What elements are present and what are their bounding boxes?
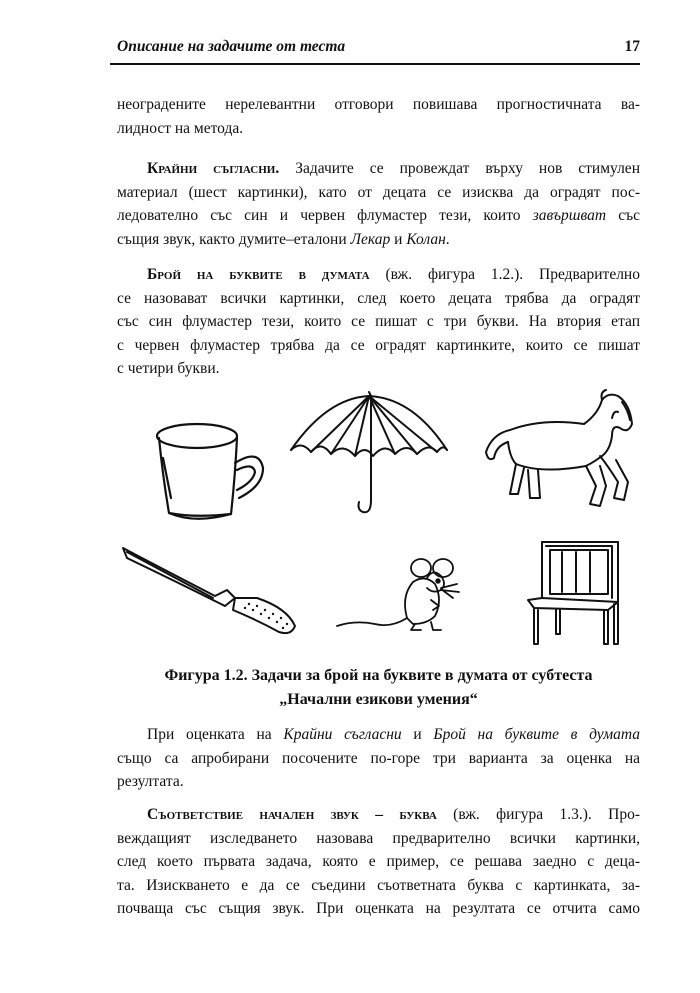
knife-icon [117, 544, 302, 649]
text-line: резултата. [117, 773, 184, 791]
text-span: и [390, 230, 407, 248]
italic-term: Лекар [350, 230, 391, 248]
mouse-icon [335, 554, 480, 634]
text-span: При оценката на [147, 726, 284, 743]
paragraph-letter-count [117, 263, 640, 381]
text-span: (вж. фигура 1.3.). Про- [436, 806, 640, 823]
text-line: почваща със същия звук. При оценката на резултата се отчита само [117, 900, 640, 918]
text-line: също са апробирани посочените по-горе три варианта за оценка на [117, 749, 640, 767]
text-span: ледователно със син и червен флумастер тези, които [117, 207, 533, 225]
paragraph-continuation [117, 93, 640, 140]
section-heading: Крайни съгласни. [147, 160, 280, 177]
italic-term: Брой на буквите в думата [433, 726, 641, 743]
text-line [117, 723, 640, 747]
text-line: се назовават всички картинки, след което децата трябва да оградят [117, 289, 640, 307]
text-span: . [445, 230, 450, 248]
section-heading: Съответствие начален звук – буква [147, 806, 437, 823]
running-header [117, 36, 640, 60]
text-line: с четири букви. [117, 360, 220, 378]
text-line: та. Изискването е да се съедини съответната буква с картинката, за- [117, 876, 640, 894]
text-line [117, 157, 640, 181]
text-line [117, 228, 640, 252]
italic-term: Колан [406, 230, 446, 248]
cup-icon [155, 418, 285, 528]
paragraph-final-consonants [117, 157, 640, 251]
paragraph-sound-letter [117, 803, 640, 921]
text-line [117, 803, 640, 827]
figure-caption [117, 664, 640, 712]
italic-term: Крайни съгласни [283, 726, 402, 743]
text-line: материал (шест картинки), като от децата се изисква да оградят пос- [117, 183, 640, 201]
text-span: със [606, 207, 641, 225]
text-line [117, 204, 640, 228]
umbrella-icon [287, 392, 452, 522]
text-span: (вж. фигура 1.2.). Предварително [369, 266, 640, 283]
text-line: лидност на метода. [117, 119, 244, 137]
text-span: и [401, 726, 434, 743]
text-span: Задачите се провеждат върху нов стимулен [279, 160, 640, 177]
caption-line: „Начални езикови умения“ [279, 691, 478, 708]
text-line: с червен флумастер трябва да се оградят картинките, които се пишат [117, 336, 640, 354]
page-number: 17 [624, 38, 640, 55]
figure-1-2 [117, 388, 640, 643]
chair-icon [522, 538, 632, 648]
header-rule [110, 63, 640, 65]
caption-line: Фигура 1.2. Задачи за брой на буквите в думата от субтеста [164, 667, 593, 684]
header-title: Описание на задачите от теста [117, 38, 346, 55]
paragraph-evaluation [117, 723, 640, 794]
text-line: със син флумастер тези, които се пишат с три букви. На втория етап [117, 313, 640, 331]
text-line: веждащият изследването назовава предварително всички картинки, [117, 829, 640, 847]
text-line: след което първата задача, която е пример, се решава заедно с деца- [117, 853, 640, 871]
text-span: същия звук, както думите–еталони [117, 230, 351, 248]
text-line [117, 263, 640, 287]
horse-icon [482, 390, 640, 525]
italic-term: завършват [532, 207, 607, 225]
section-heading: Брой на буквите в думата [147, 266, 370, 283]
text-line: неоградените нерелевантни отговори повишава прогностичната ва- [117, 96, 640, 113]
